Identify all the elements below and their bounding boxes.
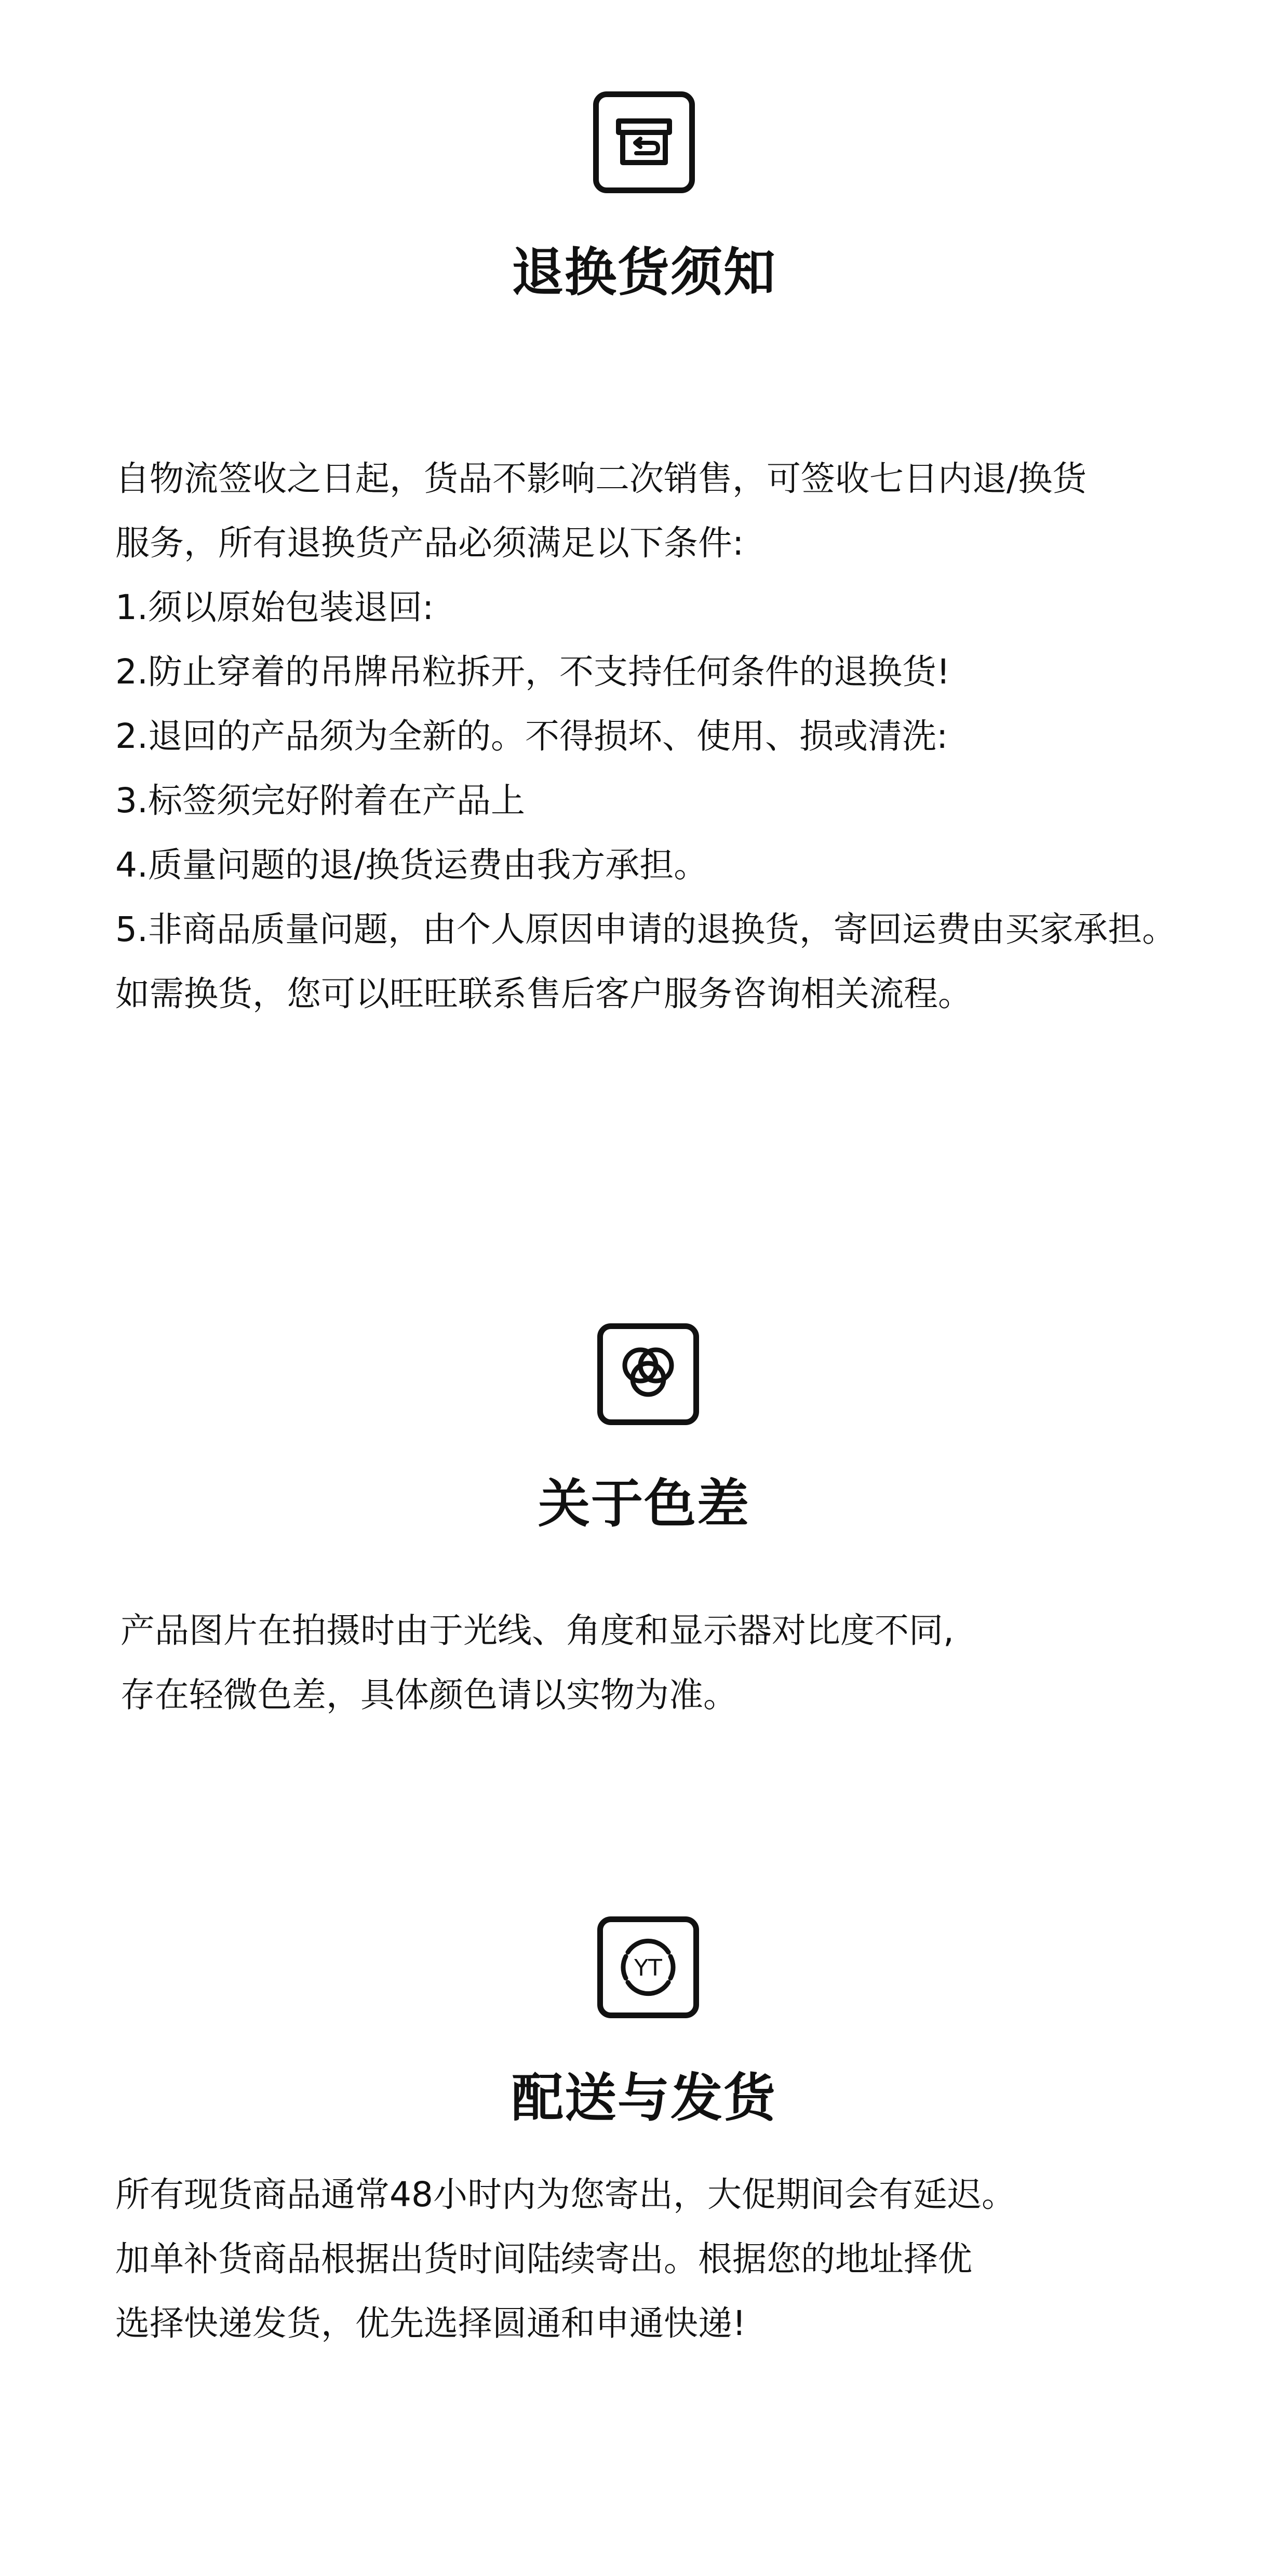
shipping-line: 所有现货商品通常48小时内为您寄出，大促期间会有延迟。 — [115, 2175, 1016, 2215]
returns-line: 如需换货，您可以旺旺联系售后客户服务咨询相关流程。 — [115, 974, 972, 1014]
return-box-icon — [593, 91, 695, 193]
returns-line: 2.退回的产品须为全新的。不得损坏、使用、损或清洗: — [115, 716, 948, 756]
yt-icon-text: YT — [634, 1955, 662, 1981]
returns-line: 5.非商品质量问题，由个人原因申请的退换货，寄回运费由买家承担。 — [115, 909, 1176, 949]
color-line: 产品图片在拍摄时由于光线、角度和显示器对比度不同, — [120, 1611, 954, 1651]
returns-title: 退换货须知 — [512, 242, 776, 303]
returns-line: 4.质量问题的退/换货运费由我方承担。 — [115, 845, 708, 885]
returns-line: 2.防止穿着的吊牌吊粒拆开，不支持任何条件的退换货! — [115, 652, 950, 692]
returns-line: 自物流签收之日起，货品不影响二次销售，可签收七日内退/换货 — [115, 459, 1087, 499]
returns-line: 1.须以原始包装退回: — [115, 587, 434, 627]
shipping-line: 加单补货商品根据出货时间陆续寄出。根据您的地址择优 — [115, 2239, 972, 2279]
shipping-line: 选择快递发货，优先选择圆通和申通快递! — [115, 2303, 746, 2343]
color-line: 存在轻微色差，具体颜色请以实物为准。 — [120, 1675, 737, 1715]
returns-line: 3.标签须完好附着在产品上 — [115, 781, 525, 821]
shipping-title: 配送与发货 — [512, 2068, 776, 2128]
color-circles-icon — [597, 1323, 699, 1425]
returns-line: 服务，所有退换货产品必须满足以下条件: — [115, 523, 744, 563]
color-title: 关于色差 — [538, 1473, 750, 1534]
yt-courier-icon — [597, 1916, 699, 2018]
